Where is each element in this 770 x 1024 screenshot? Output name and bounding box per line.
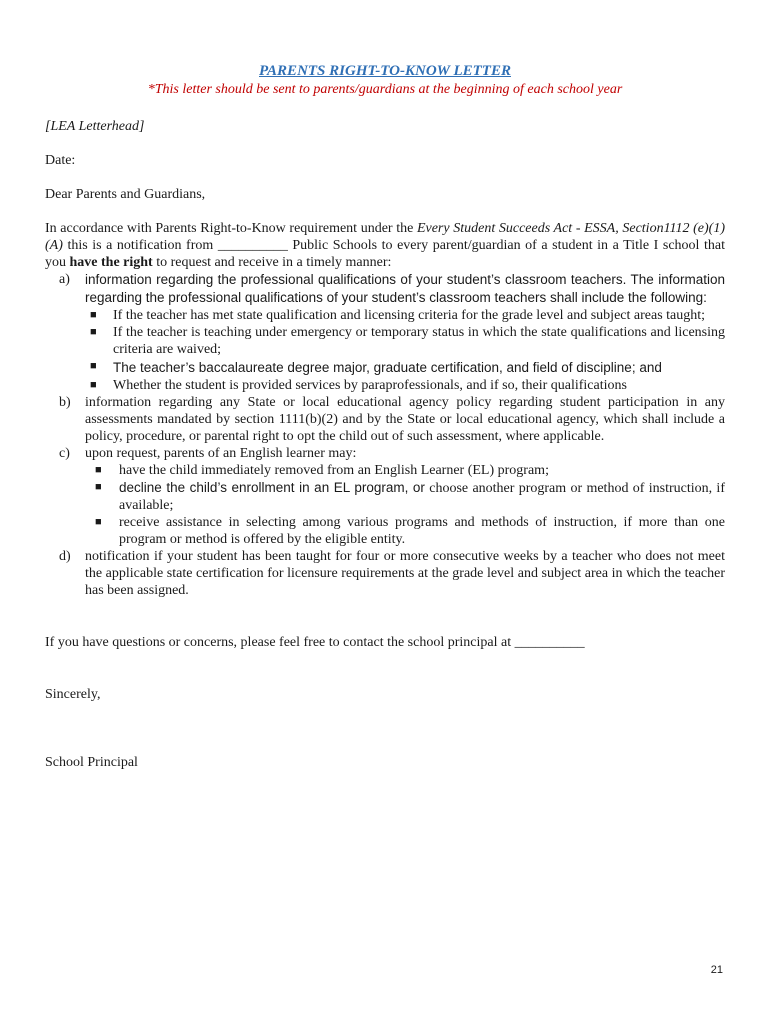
list-item-text: upon request, parents of an English learner may: bbox=[85, 446, 357, 461]
intro-act-name: Every Student Succeeds Act - ESSA, Section1112 (e)(1)(A) bbox=[45, 221, 725, 253]
sub-item bbox=[45, 324, 725, 358]
list-item-text: information regarding any State or local educational agency policy regarding student participation in any assessments mandated by section 1111(b)(2) and by the State or local educational agency, which shall include a policy, procedure, or parental right to opt the child out of such assessment, where applicable. bbox=[85, 395, 725, 444]
list-marker: b) bbox=[59, 395, 71, 410]
sub-item-text: If the teacher is teaching under emergency or temporary status in which the state qualifications and licensing criteria are waived; bbox=[113, 325, 725, 357]
sub-item-text: If the teacher has met state qualification and licensing criteria for the grade level and subject areas taught; bbox=[113, 308, 706, 323]
bullet-icon: ■ bbox=[90, 326, 97, 338]
list-marker: a) bbox=[59, 272, 70, 287]
contact-line: If you have questions or concerns, please feel free to contact the school principal at __________ bbox=[45, 635, 585, 650]
sub-item-text: The teacher’s baccalaureate degree major, graduate certification, and field of discipline; and bbox=[113, 360, 662, 375]
sub-item-text-emphasis: decline the child’s enrollment in an EL program, or bbox=[119, 480, 425, 495]
sub-item bbox=[45, 479, 725, 514]
list-item-c bbox=[45, 445, 725, 462]
greeting: Dear Parents and Guardians, bbox=[45, 187, 206, 202]
sub-item bbox=[45, 358, 725, 377]
intro-emphasis: have the right bbox=[69, 255, 153, 270]
list-item-text: notification if your student has been taught for four or more consecutive weeks by a teacher who does not meet the applicable state certification for licensure requirements at the grade level and subject area in which the teacher has been assigned. bbox=[85, 549, 725, 598]
closing: Sincerely, bbox=[45, 687, 101, 702]
list-item-text: information regarding the professional qualifications of your student’s classroom teachers. The information regarding the professional qualifications of your student’s classroom teachers shall include the following: bbox=[85, 272, 725, 305]
bullet-icon: ■ bbox=[90, 379, 97, 391]
sub-item bbox=[45, 514, 725, 548]
intro-text-3: to request and receive in a timely manner: bbox=[152, 255, 392, 270]
list-item-a bbox=[45, 271, 725, 307]
letter-title: PARENTS RIGHT-TO-KNOW LETTER bbox=[259, 63, 511, 79]
bullet-icon: ■ bbox=[90, 360, 97, 372]
sub-item-text-rest: choose another program or method of instruction, if available; bbox=[119, 481, 725, 513]
sub-item bbox=[45, 377, 725, 394]
intro-paragraph bbox=[45, 220, 725, 271]
bullet-icon: ■ bbox=[95, 481, 102, 493]
page-number: 21 bbox=[710, 964, 723, 976]
list-marker: c) bbox=[59, 446, 70, 461]
intro-text-2: this is a notification from __________ Public Schools to every parent/guardian of a student in a Title I school that you bbox=[45, 238, 725, 270]
sub-item-text: have the child immediately removed from an English Learner (EL) program; bbox=[119, 463, 549, 478]
rights-list bbox=[45, 271, 725, 599]
bullet-icon: ■ bbox=[95, 516, 102, 528]
letterhead-placeholder: [LEA Letterhead] bbox=[45, 119, 145, 134]
sub-item-text: Whether the student is provided services by paraprofessionals, and if so, their qualifications bbox=[113, 378, 627, 393]
bullet-icon: ■ bbox=[95, 464, 102, 476]
sub-item bbox=[45, 307, 725, 324]
sub-item-text: receive assistance in selecting among various programs and methods of instruction, if more than one program or method is offered by the eligible entity. bbox=[119, 515, 725, 547]
bullet-icon: ■ bbox=[90, 309, 97, 321]
list-marker: d) bbox=[59, 549, 71, 564]
signature: School Principal bbox=[45, 755, 138, 770]
sub-item bbox=[45, 462, 725, 479]
letter-instruction: *This letter should be sent to parents/guardians at the beginning of each school year bbox=[147, 82, 623, 97]
intro-text-1: In accordance with Parents Right-to-Know requirement under the bbox=[45, 221, 417, 236]
date-label: Date: bbox=[45, 153, 76, 168]
list-item-d bbox=[45, 548, 725, 599]
list-item-b bbox=[45, 394, 725, 445]
